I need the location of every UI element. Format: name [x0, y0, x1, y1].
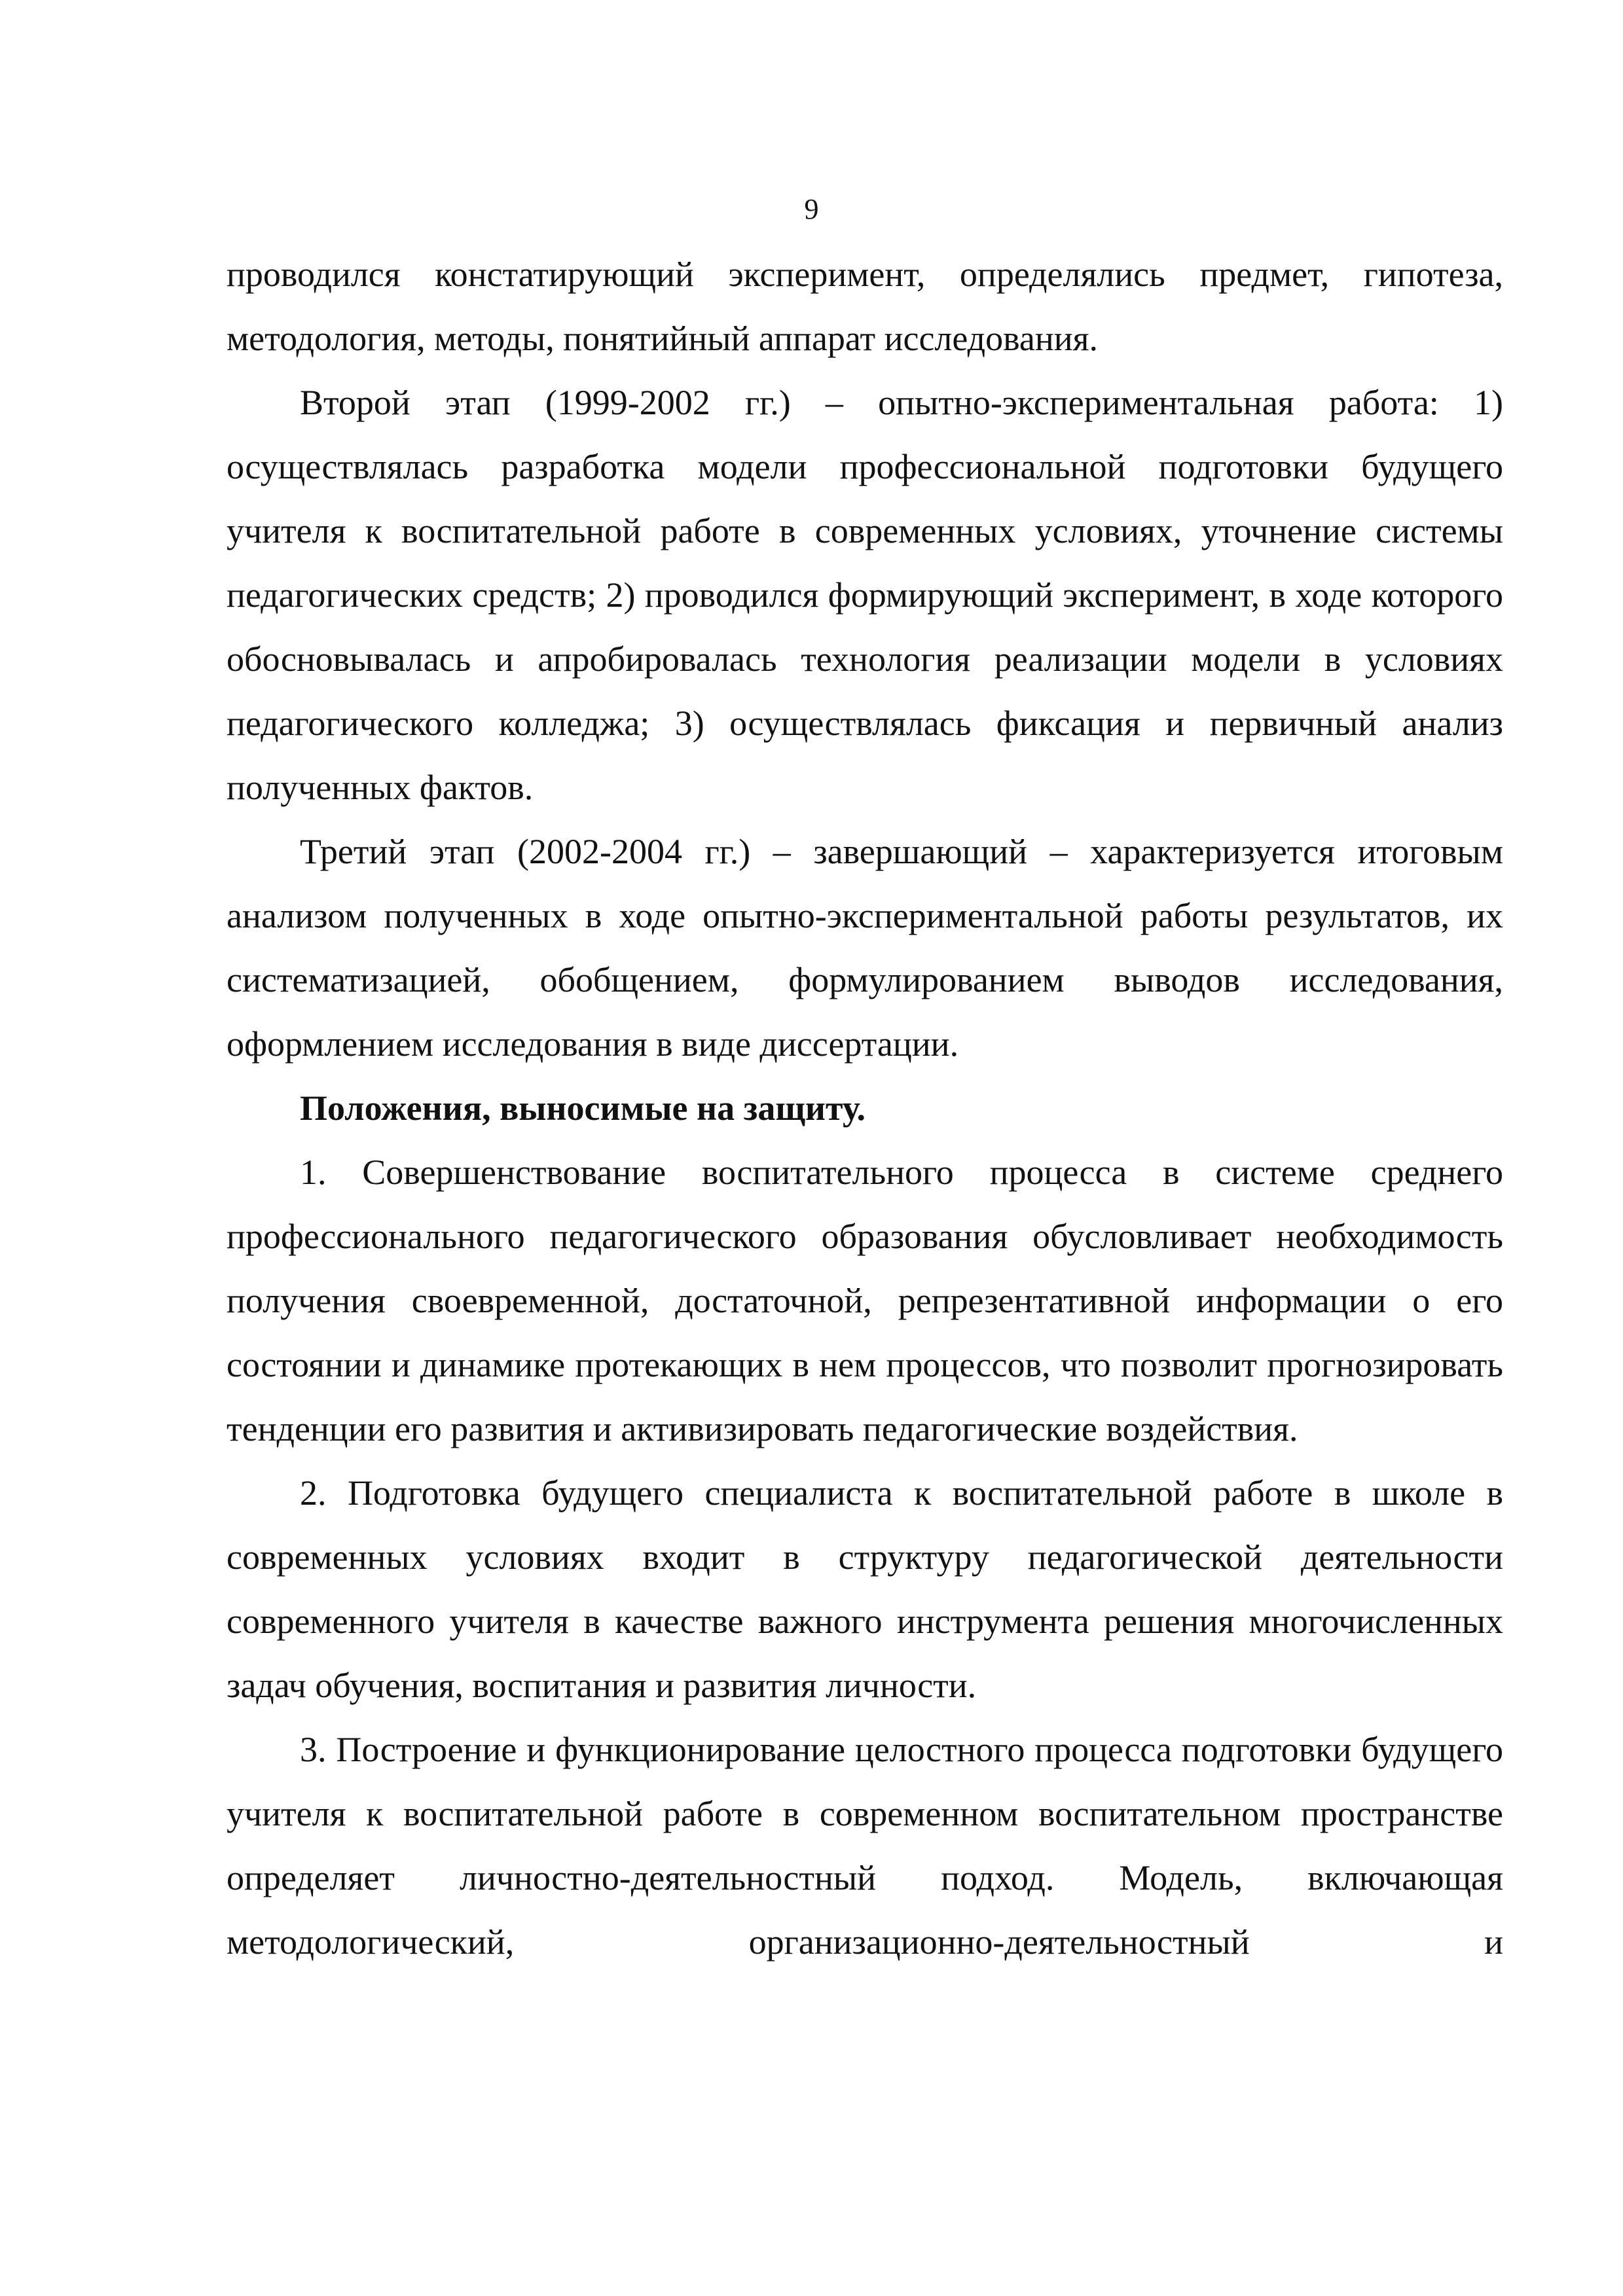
paragraph-thesis-3: 3. Построение и функционирование целостного процесса подготовки будущего учителя к воспитательной работе в современном воспитательном пространстве определяет личностно-деятельностный подход. Модель, включающая методологический, организационно-деятельностный и — [227, 1730, 1503, 1962]
paragraph-continuation: проводился констатирующий эксперимент, определялись предмет, гипотеза, методология, методы, понятийный аппарат исследования. — [227, 255, 1503, 358]
paragraph-thesis-2: 2. Подготовка будущего специалиста к воспитательной работе в школе в современных условиях входит в структуру педагогической деятельности современного учителя в качестве важного инструмента решения многочисленных задач обучения, воспитания и развития личности. — [227, 1473, 1503, 1705]
paragraph-thesis-1: 1. Совершенствование воспитательного процесса в системе среднего профессионального педагогического образования обусловливает необходимость получения своевременной, достаточной, репрезентативной информации о его состоянии и динамике протекающих в нем процессов, что позволит прогнозировать тенденции его развития и активизировать педагогические воздействия. — [227, 1153, 1503, 1448]
page-number: 9 — [804, 193, 819, 225]
section-heading: Положения, выносимые на защиту. — [300, 1088, 866, 1128]
document-body — [227, 242, 1503, 1974]
paragraph-stage-two: Второй этап (1999-2002 гг.) – опытно-экспериментальная работа: 1) осуществлялась разработка модели профессиональной подготовки будущего учителя к воспитательной работе в современных условиях, уточнение системы педагогических средств; 2) проводился формирующий эксперимент, в ходе которого обосновывалась и апробировалась технология реализации модели в условиях педагогического колледжа; 3) осуществлялась фиксация и первичный анализ полученных фактов. — [227, 383, 1503, 807]
paragraph-stage-three: Третий этап (2002-2004 гг.) – завершающий – характеризуется итоговым анализом полученных в ходе опытно-экспериментальной работы результатов, их систематизацией, обобщением, формулированием выводов исследования, оформлением исследования в виде диссертации. — [227, 832, 1503, 1064]
